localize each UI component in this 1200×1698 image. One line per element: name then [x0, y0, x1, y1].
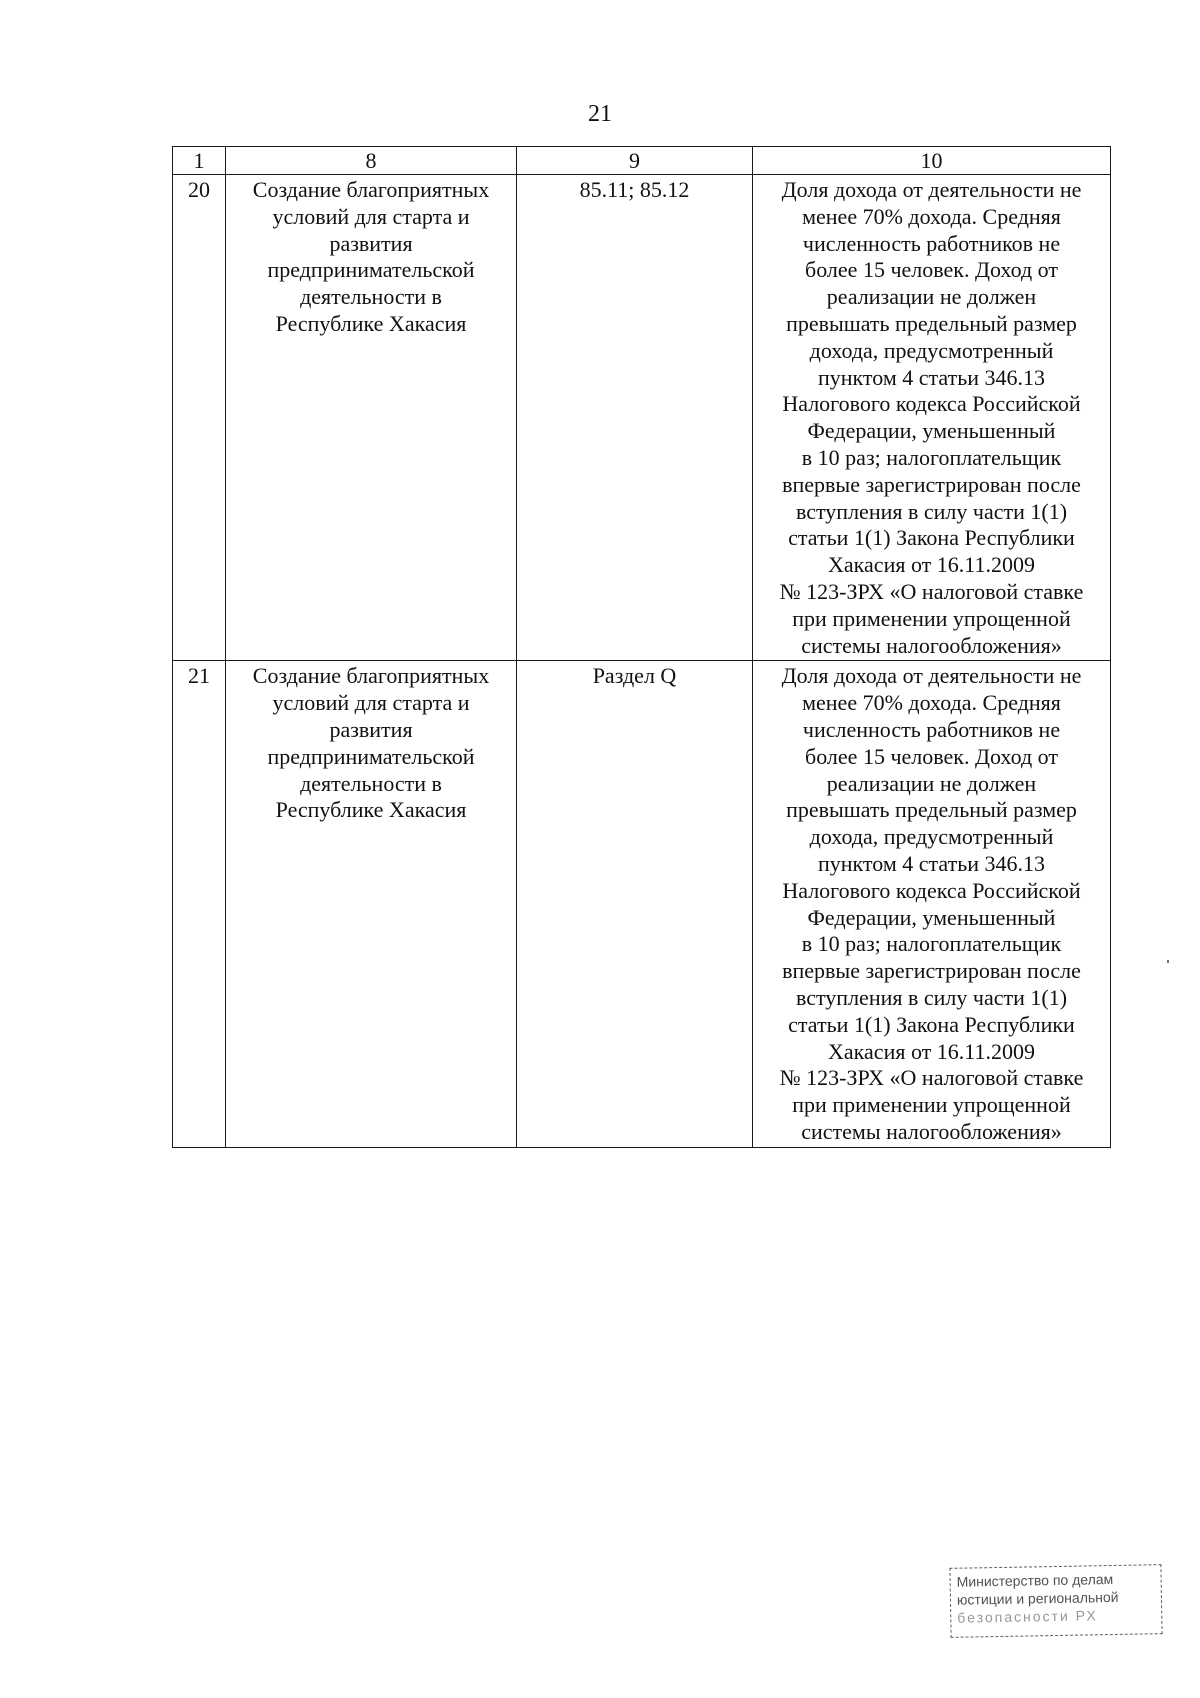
- column-header-1: 1: [173, 147, 226, 175]
- table-header-row: [173, 147, 1111, 175]
- conditions-text: Доля дохода от деятельности не менее 70% дохода. Средняя численность работников не более 15 человек. Доход от реализации не должен превышать предельный размер дохода, предусмотренный пунктом 4 статьи 346.13 Налогового кодекса Российской Федерации, уменьшенный в 10 раз; налогоплательщик впервые зарегистрирован после вступления в силу части 1(1) статьи 1(1) Закона Республики Хакасия от 16.11.2009 № 123-ЗРХ «О налоговой ставке при применении упрощенной системы налогообложения»: [779, 663, 1084, 1144]
- purpose-text: Создание благоприятных условий для старта и развития предпринимательской деятельности в Республике Хакасия: [252, 177, 490, 336]
- purpose-text: Создание благоприятных условий для старта и развития предпринимательской деятельности в Республике Хакасия: [252, 663, 490, 823]
- purpose-cell: [226, 175, 517, 661]
- table-row: [173, 175, 1111, 661]
- stamp-line-3: безопасности РХ: [957, 1607, 1098, 1626]
- row-number-cell: 21: [173, 661, 226, 1147]
- scan-speck: [1167, 960, 1169, 963]
- column-header-10: 10: [753, 147, 1111, 175]
- page-number: 21: [588, 101, 612, 127]
- row-number-cell: 20: [173, 175, 226, 661]
- codes-cell: Раздел Q: [517, 661, 753, 1147]
- stamp-line-1: Министерство по делам: [956, 1570, 1114, 1590]
- table-row: [173, 661, 1111, 1147]
- conditions-cell: [753, 175, 1111, 661]
- document-table: [172, 146, 1111, 1148]
- stamp-line-2: юстиции и региональной: [956, 1588, 1119, 1608]
- codes-cell: 85.11; 85.12: [517, 175, 753, 661]
- ministry-stamp: [949, 1564, 1162, 1638]
- column-header-8: 8: [226, 147, 517, 175]
- column-header-9: 9: [517, 147, 753, 175]
- purpose-cell: [226, 661, 517, 1147]
- conditions-text: Доля дохода от деятельности не менее 70% дохода. Средняя численность работников не более 15 человек. Доход от реализации не должен превышать предельный размер дохода, предусмотренный пунктом 4 статьи 346.13 Налогового кодекса Российской Федерации, уменьшенный в 10 раз; налогоплательщик впервые зарегистрирован после вступления в силу части 1(1) статьи 1(1) Закона Республики Хакасия от 16.11.2009 № 123-ЗРХ «О налоговой ставке при применении упрощенной системы налогообложения»: [779, 177, 1084, 658]
- conditions-cell: [753, 661, 1111, 1147]
